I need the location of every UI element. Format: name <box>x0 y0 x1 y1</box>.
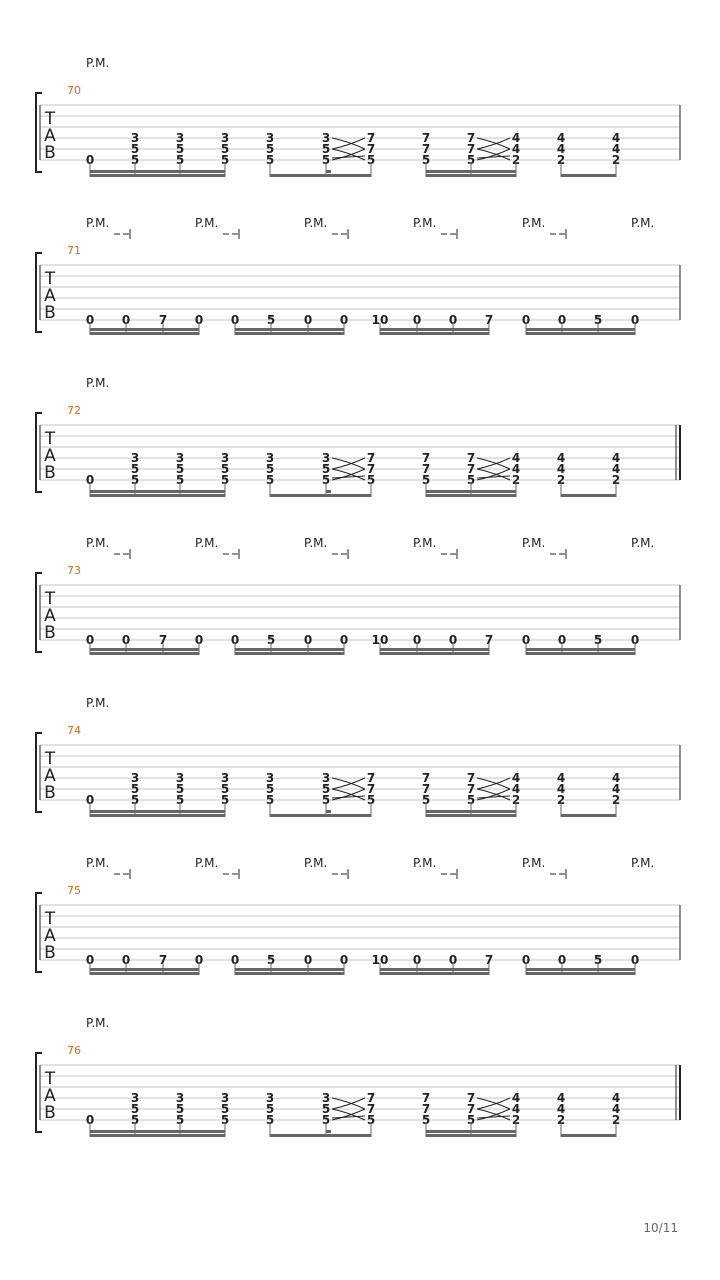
fret-number: 0 <box>448 313 458 327</box>
fret-number: 3 <box>220 1091 230 1105</box>
fret-number: 0 <box>85 153 95 167</box>
fret-number: 5 <box>321 793 331 807</box>
fret-number: 7 <box>466 771 476 785</box>
fret-number: 5 <box>265 782 275 796</box>
fret-number: 2 <box>511 1113 521 1127</box>
beam-primary <box>90 494 225 497</box>
fret-number: 5 <box>175 1102 185 1116</box>
beam-primary <box>380 332 489 335</box>
fret-number: 4 <box>511 782 521 796</box>
fret-number: 0 <box>85 1113 95 1127</box>
beam-secondary <box>90 170 225 173</box>
fret-number: 4 <box>511 451 521 465</box>
fret-number: 5 <box>321 1102 331 1116</box>
fret-number: 2 <box>611 1113 621 1127</box>
fret-number: 2 <box>511 793 521 807</box>
fret-number: 2 <box>611 153 621 167</box>
palm-mute-label: P.M. <box>413 856 437 870</box>
fret-number: 5 <box>266 953 276 967</box>
fret-number: 4 <box>556 1102 566 1116</box>
tab-clef-letter: B <box>44 783 56 803</box>
fret-number: 5 <box>321 153 331 167</box>
palm-mute-label: P.M. <box>86 856 110 870</box>
fret-number: 5 <box>175 782 185 796</box>
fret-number: 7 <box>421 782 431 796</box>
fret-number: 7 <box>421 142 431 156</box>
fret-number: 7 <box>366 142 376 156</box>
fret-number: 4 <box>611 451 621 465</box>
fret-number: 4 <box>556 462 566 476</box>
fret-number: 5 <box>421 473 431 487</box>
tab-clef-letter: B <box>44 303 56 323</box>
fret-number: 0 <box>85 633 95 647</box>
palm-mute-label: P.M. <box>195 856 219 870</box>
fret-number: 4 <box>511 1102 521 1116</box>
fret-number: 10 <box>371 313 389 327</box>
fret-number: 4 <box>511 131 521 145</box>
fret-number: 0 <box>521 313 531 327</box>
fret-number: 0 <box>194 633 204 647</box>
fret-number: 5 <box>220 153 230 167</box>
fret-number: 4 <box>611 142 621 156</box>
fret-number: 7 <box>484 633 494 647</box>
fret-number: 2 <box>556 473 566 487</box>
fret-number: 3 <box>265 1091 275 1105</box>
beam-secondary <box>90 328 199 331</box>
fret-number: 0 <box>85 313 95 327</box>
fret-number: 5 <box>220 473 230 487</box>
fret-number: 3 <box>265 771 275 785</box>
fret-number: 4 <box>556 131 566 145</box>
fret-number: 5 <box>593 313 603 327</box>
palm-mute-label: P.M. <box>631 856 655 870</box>
beam-primary <box>90 972 199 975</box>
palm-mute-label: P.M. <box>86 1016 110 1030</box>
beam-secondary <box>380 968 489 971</box>
beam-secondary <box>380 328 489 331</box>
fret-number: 3 <box>130 771 140 785</box>
beam-secondary <box>90 1130 225 1133</box>
fret-number: 5 <box>220 793 230 807</box>
tab-system <box>36 56 680 177</box>
fret-number: 0 <box>339 313 349 327</box>
fret-number: 0 <box>230 633 240 647</box>
fret-number: 7 <box>466 782 476 796</box>
tab-clef-letter: A <box>44 1086 56 1106</box>
fret-number: 5 <box>421 1113 431 1127</box>
fret-number: 4 <box>556 771 566 785</box>
fret-number: 5 <box>130 782 140 796</box>
beam-primary <box>380 652 489 655</box>
palm-mute-label: P.M. <box>86 56 110 70</box>
fret-number: 4 <box>511 142 521 156</box>
fret-number: 7 <box>366 771 376 785</box>
fret-number: 5 <box>366 793 376 807</box>
fret-number: 5 <box>130 462 140 476</box>
fret-number: 0 <box>194 953 204 967</box>
fret-number: 5 <box>220 142 230 156</box>
fret-number: 7 <box>466 142 476 156</box>
palm-mute-label: P.M. <box>522 856 546 870</box>
fret-number: 5 <box>265 1102 275 1116</box>
fret-number: 0 <box>412 953 422 967</box>
tab-clef-letter: B <box>44 1103 56 1123</box>
beam-secondary <box>326 810 331 813</box>
fret-number: 7 <box>421 1102 431 1116</box>
fret-number: 0 <box>521 633 531 647</box>
fret-number: 0 <box>412 633 422 647</box>
fret-number: 4 <box>556 1091 566 1105</box>
measure-number: 75 <box>67 884 81 897</box>
beam-primary <box>426 494 516 497</box>
beam-primary <box>90 174 225 177</box>
fret-number: 7 <box>366 782 376 796</box>
fret-number: 7 <box>421 771 431 785</box>
fret-number: 5 <box>265 473 275 487</box>
fret-number: 5 <box>466 153 476 167</box>
tab-system <box>36 1016 680 1137</box>
fret-number: 7 <box>366 462 376 476</box>
tab-clef-letter: A <box>44 926 56 946</box>
tab-clef-letter: T <box>44 749 56 769</box>
palm-mute-label: P.M. <box>86 376 110 390</box>
fret-number: 5 <box>130 142 140 156</box>
fret-number: 3 <box>175 451 185 465</box>
beam-secondary <box>526 648 635 651</box>
beam-primary <box>235 972 344 975</box>
fret-number: 7 <box>421 462 431 476</box>
fret-number: 5 <box>366 1113 376 1127</box>
fret-number: 4 <box>556 142 566 156</box>
beam-secondary <box>426 170 516 173</box>
fret-number: 2 <box>556 793 566 807</box>
palm-mute-label: P.M. <box>522 536 546 550</box>
fret-number: 5 <box>175 462 185 476</box>
fret-number: 7 <box>484 953 494 967</box>
beam-primary <box>270 174 371 177</box>
fret-number: 5 <box>130 1113 140 1127</box>
fret-number: 0 <box>230 313 240 327</box>
beam-secondary <box>326 490 331 493</box>
fret-number: 0 <box>630 313 640 327</box>
fret-number: 5 <box>321 782 331 796</box>
beam-secondary <box>90 490 225 493</box>
fret-number: 5 <box>593 953 603 967</box>
beam-primary <box>270 814 371 817</box>
fret-number: 5 <box>366 473 376 487</box>
palm-mute-label: P.M. <box>195 536 219 550</box>
palm-mute-label: P.M. <box>413 536 437 550</box>
fret-number: 2 <box>511 473 521 487</box>
tab-clef-letter: T <box>44 269 56 289</box>
fret-number: 3 <box>321 451 331 465</box>
palm-mute-label: P.M. <box>195 216 219 230</box>
fret-number: 7 <box>366 1091 376 1105</box>
fret-number: 7 <box>366 451 376 465</box>
tab-system <box>36 536 680 655</box>
fret-number: 3 <box>321 131 331 145</box>
beam-secondary <box>235 328 344 331</box>
tab-clef-letter: B <box>44 623 56 643</box>
fret-number: 4 <box>611 1091 621 1105</box>
fret-number: 0 <box>194 313 204 327</box>
fret-number: 4 <box>556 451 566 465</box>
fret-number: 3 <box>265 131 275 145</box>
fret-number: 3 <box>130 451 140 465</box>
fret-number: 5 <box>130 473 140 487</box>
fret-number: 5 <box>321 1113 331 1127</box>
fret-number: 5 <box>421 153 431 167</box>
fret-number: 5 <box>175 142 185 156</box>
tab-clef-letter: T <box>44 909 56 929</box>
beam-primary <box>90 814 225 817</box>
fret-number: 7 <box>466 131 476 145</box>
tab-clef-letter: T <box>44 1069 56 1089</box>
fret-number: 0 <box>339 953 349 967</box>
beam-secondary <box>326 1130 331 1133</box>
fret-number: 0 <box>85 953 95 967</box>
tab-system <box>36 216 680 335</box>
beam-secondary <box>90 648 199 651</box>
palm-mute-label: P.M. <box>631 216 655 230</box>
fret-number: 7 <box>466 462 476 476</box>
fret-number: 5 <box>175 793 185 807</box>
palm-mute-label: P.M. <box>86 696 110 710</box>
fret-number: 4 <box>611 782 621 796</box>
tab-clef-letter: T <box>44 589 56 609</box>
beam-secondary <box>235 968 344 971</box>
fret-number: 0 <box>121 953 131 967</box>
palm-mute-label: P.M. <box>86 536 110 550</box>
beam-primary <box>526 332 635 335</box>
fret-number: 3 <box>220 131 230 145</box>
palm-mute-label: P.M. <box>413 216 437 230</box>
tab-clef-letter: T <box>44 429 56 449</box>
fret-number: 0 <box>521 953 531 967</box>
fret-number: 7 <box>421 1091 431 1105</box>
palm-mute-label: P.M. <box>304 536 328 550</box>
fret-number: 5 <box>421 793 431 807</box>
fret-number: 5 <box>130 793 140 807</box>
beam-primary <box>235 332 344 335</box>
fret-number: 5 <box>466 473 476 487</box>
fret-number: 5 <box>466 1113 476 1127</box>
fret-number: 3 <box>220 771 230 785</box>
measure-number: 70 <box>67 84 81 97</box>
beam-primary <box>526 972 635 975</box>
fret-number: 4 <box>511 462 521 476</box>
beam-primary <box>90 1134 225 1137</box>
fret-number: 3 <box>175 1091 185 1105</box>
tab-clef-letter: A <box>44 446 56 466</box>
fret-number: 0 <box>85 473 95 487</box>
fret-number: 7 <box>366 131 376 145</box>
fret-number: 7 <box>466 451 476 465</box>
fret-number: 5 <box>265 142 275 156</box>
measure-number: 71 <box>67 244 81 257</box>
page-number: 10/11 <box>643 1221 678 1235</box>
beam-primary <box>426 814 516 817</box>
beam-secondary <box>426 810 516 813</box>
fret-number: 7 <box>466 1102 476 1116</box>
fret-number: 5 <box>130 153 140 167</box>
fret-number: 3 <box>130 1091 140 1105</box>
fret-number: 0 <box>448 953 458 967</box>
fret-number: 0 <box>121 633 131 647</box>
palm-mute-label: P.M. <box>86 216 110 230</box>
fret-number: 3 <box>175 131 185 145</box>
fret-number: 5 <box>220 462 230 476</box>
fret-number: 7 <box>366 1102 376 1116</box>
fret-number: 7 <box>421 131 431 145</box>
fret-number: 7 <box>421 451 431 465</box>
fret-number: 4 <box>611 462 621 476</box>
beam-primary <box>561 1134 616 1137</box>
fret-number: 5 <box>220 782 230 796</box>
tab-clef-letter: A <box>44 766 56 786</box>
fret-number: 2 <box>556 1113 566 1127</box>
fret-number: 5 <box>175 1113 185 1127</box>
fret-number: 7 <box>484 313 494 327</box>
fret-number: 5 <box>220 1113 230 1127</box>
measure-number: 74 <box>67 724 81 737</box>
beam-secondary <box>380 648 489 651</box>
beam-primary <box>90 332 199 335</box>
beam-primary <box>90 652 199 655</box>
beam-secondary <box>426 1130 516 1133</box>
fret-number: 0 <box>303 633 313 647</box>
palm-mute-label: P.M. <box>304 216 328 230</box>
fret-number: 0 <box>448 633 458 647</box>
beam-secondary <box>526 968 635 971</box>
fret-number: 0 <box>339 633 349 647</box>
beam-primary <box>380 972 489 975</box>
fret-number: 5 <box>175 153 185 167</box>
fret-number: 7 <box>158 313 168 327</box>
fret-number: 3 <box>321 1091 331 1105</box>
beam-primary <box>270 494 371 497</box>
tab-clef-letter: A <box>44 606 56 626</box>
fret-number: 5 <box>265 793 275 807</box>
palm-mute-label: P.M. <box>304 856 328 870</box>
fret-number: 7 <box>158 953 168 967</box>
fret-number: 2 <box>611 473 621 487</box>
fret-number: 0 <box>557 953 567 967</box>
beam-primary <box>561 174 616 177</box>
beam-primary <box>426 174 516 177</box>
fret-number: 5 <box>593 633 603 647</box>
beam-primary <box>235 652 344 655</box>
beam-secondary <box>426 490 516 493</box>
fret-number: 5 <box>321 473 331 487</box>
beam-primary <box>526 652 635 655</box>
fret-number: 2 <box>611 793 621 807</box>
fret-number: 5 <box>321 462 331 476</box>
fret-number: 7 <box>466 1091 476 1105</box>
tab-clef-letter: B <box>44 943 56 963</box>
fret-number: 4 <box>556 782 566 796</box>
palm-mute-label: P.M. <box>631 536 655 550</box>
fret-number: 0 <box>85 793 95 807</box>
fret-number: 5 <box>266 313 276 327</box>
beam-secondary <box>526 328 635 331</box>
fret-number: 5 <box>366 153 376 167</box>
fret-number: 5 <box>265 1113 275 1127</box>
measure-number: 72 <box>67 404 81 417</box>
fret-number: 0 <box>303 953 313 967</box>
fret-number: 10 <box>371 953 389 967</box>
beam-primary <box>561 814 616 817</box>
beam-secondary <box>326 170 331 173</box>
beam-primary <box>426 1134 516 1137</box>
beam-secondary <box>235 648 344 651</box>
fret-number: 7 <box>158 633 168 647</box>
fret-number: 5 <box>266 633 276 647</box>
tab-clef-letter: B <box>44 463 56 483</box>
fret-number: 5 <box>265 462 275 476</box>
fret-number: 0 <box>412 313 422 327</box>
tab-system <box>36 376 680 497</box>
beam-primary <box>270 1134 371 1137</box>
palm-mute-label: P.M. <box>522 216 546 230</box>
fret-number: 4 <box>511 771 521 785</box>
fret-number: 2 <box>511 153 521 167</box>
fret-number: 4 <box>511 1091 521 1105</box>
fret-number: 4 <box>611 1102 621 1116</box>
fret-number: 2 <box>556 153 566 167</box>
tab-clef-letter: T <box>44 109 56 129</box>
measure-number: 76 <box>67 1044 81 1057</box>
tab-system <box>36 696 680 817</box>
beam-secondary <box>90 968 199 971</box>
fret-number: 3 <box>321 771 331 785</box>
fret-number: 0 <box>557 633 567 647</box>
fret-number: 5 <box>265 153 275 167</box>
fret-number: 5 <box>466 793 476 807</box>
fret-number: 0 <box>121 313 131 327</box>
fret-number: 3 <box>175 771 185 785</box>
tab-clef-letter: A <box>44 286 56 306</box>
tab-clef-letter: B <box>44 143 56 163</box>
fret-number: 0 <box>303 313 313 327</box>
beam-primary <box>561 494 616 497</box>
fret-number: 4 <box>611 771 621 785</box>
fret-number: 3 <box>130 131 140 145</box>
measure-number: 73 <box>67 564 81 577</box>
fret-number: 5 <box>175 473 185 487</box>
fret-number: 4 <box>611 131 621 145</box>
fret-number: 5 <box>130 1102 140 1116</box>
fret-number: 0 <box>557 313 567 327</box>
beam-secondary <box>90 810 225 813</box>
fret-number: 3 <box>220 451 230 465</box>
tab-system <box>36 856 680 975</box>
fret-number: 5 <box>220 1102 230 1116</box>
fret-number: 5 <box>321 142 331 156</box>
tab-clef-letter: A <box>44 126 56 146</box>
fret-number: 0 <box>630 953 640 967</box>
fret-number: 0 <box>230 953 240 967</box>
fret-number: 3 <box>265 451 275 465</box>
fret-number: 0 <box>630 633 640 647</box>
fret-number: 10 <box>371 633 389 647</box>
